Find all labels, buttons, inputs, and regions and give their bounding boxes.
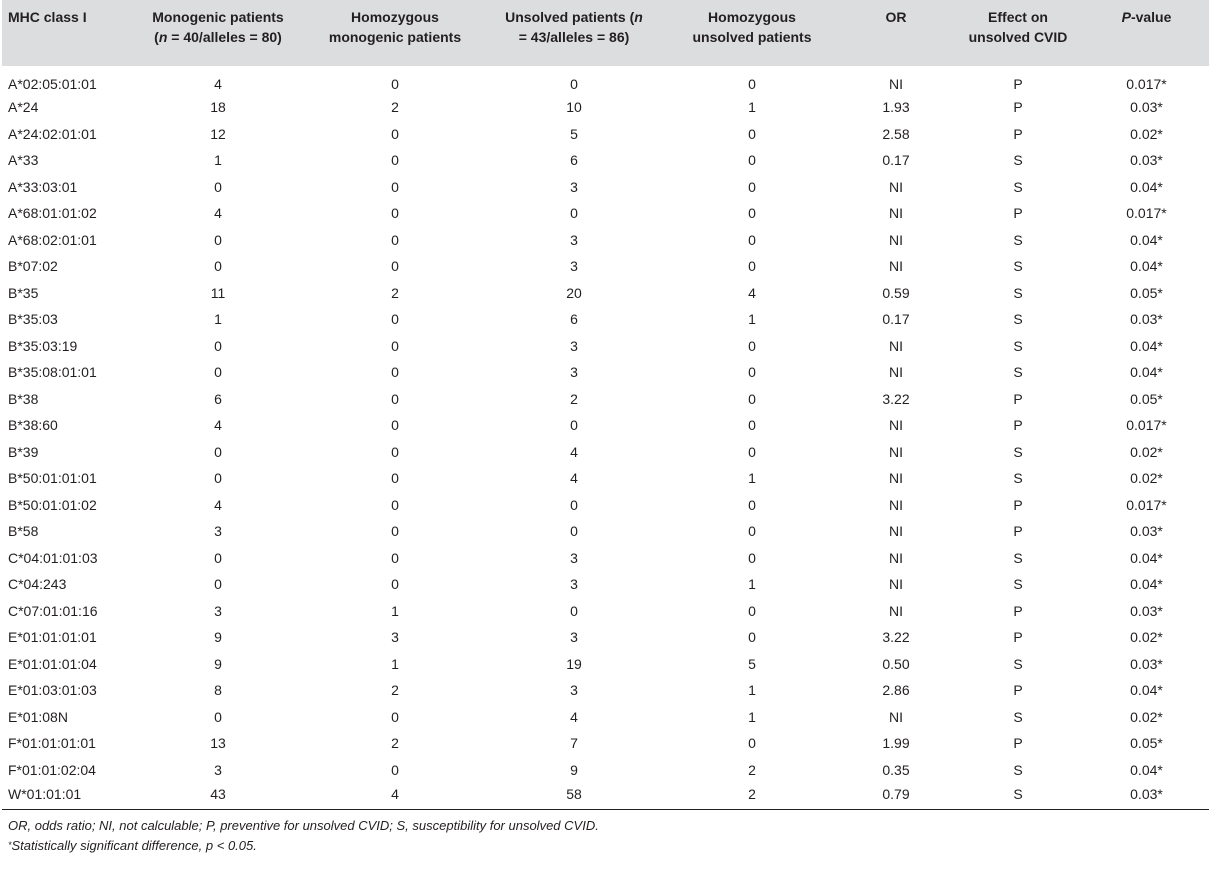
table-cell: 0 [748, 735, 756, 752]
header-homozygous-unsolved [664, 0, 840, 66]
table-cell: 7 [570, 735, 578, 752]
table-cell: 1 [748, 708, 756, 725]
allele-cell: A*68:01:01:02 [8, 205, 97, 222]
table-row [2, 227, 1209, 254]
header-line: Unsolved patients (n [505, 9, 643, 25]
table-cell: S [1013, 284, 1023, 301]
table-cell: 0 [214, 258, 222, 275]
table-cell: 3 [570, 549, 578, 566]
table-cell: P [1013, 682, 1023, 699]
table-cell: NI [889, 231, 903, 248]
table-cell: S [1013, 708, 1023, 725]
table-row [2, 386, 1209, 413]
allele-cell: A*02:05:01:01 [8, 76, 97, 92]
table-cell: 0 [748, 337, 756, 354]
table-cell: 0 [748, 125, 756, 142]
table-cell: P [1013, 629, 1023, 646]
table-cell: 0 [748, 443, 756, 460]
table-cell: 0.35 [882, 761, 910, 778]
table-cell: 3 [391, 629, 399, 646]
table-cell: 1 [748, 311, 756, 328]
header-mhc-class [2, 0, 130, 66]
header-line: unsolved CVID [968, 29, 1068, 45]
table-cell: 0 [570, 602, 578, 619]
table-cell: 2 [570, 390, 578, 407]
table-cell: 0 [391, 443, 399, 460]
table-cell: 3 [570, 258, 578, 275]
table-row [2, 280, 1209, 307]
table-row [2, 412, 1209, 439]
allele-cell: B*38:60 [8, 417, 58, 434]
footnote-abbreviations: OR, odds ratio; NI, not calculable; P, preventive for unsolved CVID; S, susceptibility for unsolved CVID. [8, 818, 599, 833]
allele-cell: C*04:01:01:03 [8, 549, 98, 566]
table-cell: 4 [570, 443, 578, 460]
table-cell: 0.03* [1130, 311, 1163, 328]
allele-cell: B*35:03:19 [8, 337, 78, 354]
table-cell: 0 [391, 549, 399, 566]
table-cell: 1 [748, 576, 756, 593]
table-cell: 0 [748, 629, 756, 646]
table-cell: 4 [214, 496, 222, 513]
table-cell: 0.04* [1130, 231, 1163, 248]
table-cell: 4 [214, 76, 222, 92]
table-cell: 0.04* [1130, 682, 1163, 699]
allele-cell: F*01:01:01:01 [8, 735, 96, 752]
table-cell: 1.93 [882, 99, 910, 116]
table-cell: 6 [570, 152, 578, 169]
allele-cell: B*07:02 [8, 258, 58, 275]
table-cell: 2.58 [882, 125, 910, 142]
footnotes [8, 816, 1145, 856]
allele-cell: B*35:08:01:01 [8, 364, 97, 381]
table-cell: 1.99 [882, 735, 910, 752]
table-cell: S [1013, 761, 1023, 778]
table-cell: 3 [570, 576, 578, 593]
table-cell: 1 [748, 682, 756, 699]
table-row [2, 465, 1209, 492]
table-cell: 19 [566, 655, 582, 672]
table-cell: 3 [570, 178, 578, 195]
table-cell: NI [889, 549, 903, 566]
table-cell: 0 [391, 125, 399, 142]
header-or [840, 0, 952, 66]
table-cell: S [1013, 443, 1023, 460]
table-cell: 1 [391, 602, 399, 619]
allele-cell: B*35:03 [8, 311, 58, 328]
table-cell: 12 [210, 125, 226, 142]
table-cell: 0 [214, 178, 222, 195]
table-cell: 0 [214, 708, 222, 725]
table-cell: 0 [748, 549, 756, 566]
header-line: (n = 40/alleles = 80) [154, 29, 282, 45]
table-cell: 0.017* [1126, 205, 1167, 222]
table-cell: NI [889, 417, 903, 434]
table-row [2, 359, 1209, 386]
table-row [2, 200, 1209, 227]
table-row [2, 624, 1209, 651]
table-cell: 0 [391, 390, 399, 407]
table-cell: 0 [748, 152, 756, 169]
header-line: Homozygous [351, 9, 439, 25]
header-monogenic-patients [130, 0, 306, 66]
table-cell: NI [889, 205, 903, 222]
table-cell: 0.017* [1126, 417, 1167, 434]
table-cell: 0 [391, 231, 399, 248]
table-cell: NI [889, 337, 903, 354]
table-cell: 2 [748, 761, 756, 778]
table-cell: 0 [748, 602, 756, 619]
allele-cell: B*38 [8, 390, 39, 407]
allele-cell: E*01:01:01:01 [8, 629, 97, 646]
table-cell: 0 [214, 576, 222, 593]
table-cell: 0 [570, 496, 578, 513]
table-cell: 6 [570, 311, 578, 328]
allele-cell: B*50:01:01:01 [8, 470, 97, 487]
table-cell: 0.17 [882, 152, 910, 169]
table-cell: S [1013, 311, 1023, 328]
table-cell: 20 [566, 284, 582, 301]
table-row [2, 704, 1209, 731]
allele-cell: C*04:243 [8, 576, 67, 593]
table-cell: 0 [214, 443, 222, 460]
header-line: monogenic patients [328, 29, 462, 45]
footnote-marker: * [8, 840, 12, 850]
table-cell: 0 [748, 231, 756, 248]
table-cell: NI [889, 178, 903, 195]
table-cell: 0.04* [1130, 761, 1163, 778]
table-cell: 0 [570, 523, 578, 540]
table-cell: 0 [748, 364, 756, 381]
table-cell: 3.22 [882, 390, 910, 407]
header-homozygous-monogenic [306, 0, 484, 66]
table-cell: 0.03* [1130, 655, 1163, 672]
footnote-significance-text: Statistically significant difference, p < 0.05. [11, 838, 257, 853]
table-cell: NI [889, 443, 903, 460]
table-cell: 3 [570, 231, 578, 248]
table-cell: S [1013, 231, 1023, 248]
table-cell: 0.02* [1130, 629, 1163, 646]
table-cell: 0 [391, 258, 399, 275]
table-cell: S [1013, 655, 1023, 672]
table-cell: 0 [214, 549, 222, 566]
table-cell: 4 [214, 205, 222, 222]
table-header [2, 0, 1209, 66]
allele-cell: A*68:02:01:01 [8, 231, 97, 248]
table-cell: 2 [391, 284, 399, 301]
table-cell: 0.02* [1130, 470, 1163, 487]
table-cell: 0.17 [882, 311, 910, 328]
table-cell: 9 [214, 629, 222, 646]
table-cell: 6 [214, 390, 222, 407]
table-cell: 0 [391, 761, 399, 778]
table-cell: 4 [391, 786, 399, 802]
table-cell: 0 [391, 576, 399, 593]
table-body [2, 66, 1209, 810]
allele-cell: B*50:01:01:02 [8, 496, 97, 513]
table-cell: 3 [570, 337, 578, 354]
table-cell: 3 [570, 364, 578, 381]
table-cell: NI [889, 364, 903, 381]
table-cell: 0.017* [1126, 496, 1167, 513]
table-cell: 0 [748, 417, 756, 434]
table-cell: 2.86 [882, 682, 910, 699]
table-cell: 0 [748, 76, 756, 92]
table-cell: 0.03* [1130, 99, 1163, 116]
table-cell: NI [889, 523, 903, 540]
table-cell: 0.59 [882, 284, 910, 301]
table-cell: 0.02* [1130, 443, 1163, 460]
header-line: unsolved patients [692, 29, 812, 45]
table-cell: P [1013, 76, 1023, 92]
table-cell: P [1013, 99, 1023, 116]
table-cell: 0.05* [1130, 390, 1163, 407]
table-cell: S [1013, 258, 1023, 275]
table-cell: 0.04* [1130, 178, 1163, 195]
table-cell: 9 [570, 761, 578, 778]
table-cell: 0 [391, 311, 399, 328]
allele-cell: B*35 [8, 284, 39, 301]
table-cell: 0 [748, 258, 756, 275]
table-cell: P [1013, 735, 1023, 752]
table-cell: 3.22 [882, 629, 910, 646]
table-cell: 0.017* [1126, 76, 1167, 92]
table-cell: 0.05* [1130, 284, 1163, 301]
table-cell: NI [889, 76, 903, 92]
allele-cell: F*01:01:02:04 [8, 761, 96, 778]
table-cell: 3 [570, 682, 578, 699]
table-row [2, 333, 1209, 360]
table-cell: P [1013, 125, 1023, 142]
table-cell: 2 [391, 682, 399, 699]
table-cell: 0 [391, 496, 399, 513]
allele-cell: A*33 [8, 152, 39, 169]
header-p-value [1084, 0, 1209, 66]
table-cell: 0 [391, 205, 399, 222]
table-cell: 10 [566, 99, 582, 116]
allele-cell: B*58 [8, 523, 39, 540]
allele-cell: A*33:03:01 [8, 178, 78, 195]
table-row [2, 439, 1209, 466]
table-cell: 0 [214, 364, 222, 381]
table-cell: 1 [748, 99, 756, 116]
table-cell: NI [889, 258, 903, 275]
table-cell: 0 [391, 152, 399, 169]
header-row [2, 0, 1209, 66]
allele-cell: A*24:02:01:01 [8, 125, 97, 142]
mhc-class-i-table [2, 0, 1209, 810]
table-cell: 13 [210, 735, 226, 752]
header-unsolved-patients [484, 0, 664, 66]
table-cell: 0 [391, 417, 399, 434]
table-cell: 1 [391, 655, 399, 672]
table-cell: 43 [210, 786, 226, 802]
header-line: Effect on [988, 9, 1048, 25]
table-cell: S [1013, 364, 1023, 381]
table-cell: 2 [391, 735, 399, 752]
allele-cell: E*01:03:01:03 [8, 682, 97, 699]
table-cell: S [1013, 152, 1023, 169]
table-cell: 5 [748, 655, 756, 672]
table-cell: 0 [748, 205, 756, 222]
table-cell: 0.04* [1130, 364, 1163, 381]
table-cell: 0 [391, 470, 399, 487]
table-cell: S [1013, 470, 1023, 487]
table-row [2, 545, 1209, 572]
table-cell: 4 [214, 417, 222, 434]
table-row [2, 306, 1209, 333]
table-cell: 0 [570, 76, 578, 92]
table-cell: 0.79 [882, 786, 910, 802]
table-cell: 0.05* [1130, 735, 1163, 752]
table-cell: 1 [214, 311, 222, 328]
table-cell: 0.04* [1130, 258, 1163, 275]
table-cell: 58 [566, 786, 582, 802]
table-cell: 4 [748, 284, 756, 301]
table-row [2, 571, 1209, 598]
table-cell: 1 [748, 470, 756, 487]
table-cell: 0.03* [1130, 152, 1163, 169]
table-cell: 0 [391, 523, 399, 540]
table-cell: 0.04* [1130, 549, 1163, 566]
table-cell: NI [889, 708, 903, 725]
table-cell: 0.03* [1130, 523, 1163, 540]
table-cell: 0 [391, 178, 399, 195]
table-cell: 0 [748, 523, 756, 540]
table-cell: 11 [210, 284, 226, 301]
allele-cell: E*01:01:01:04 [8, 655, 97, 672]
header-line: Homozygous [708, 9, 796, 25]
table-cell: P [1013, 205, 1023, 222]
table-cell: 0 [214, 231, 222, 248]
table-cell: 4 [570, 708, 578, 725]
table-cell: P [1013, 390, 1023, 407]
table-cell: 8 [214, 682, 222, 699]
table-cell: 0.03* [1130, 602, 1163, 619]
table-cell: 1 [214, 152, 222, 169]
table-cell: NI [889, 470, 903, 487]
footnote-significance [8, 836, 1145, 856]
header-effect [952, 0, 1084, 66]
allele-cell: B*39 [8, 443, 39, 460]
table-cell: P [1013, 523, 1023, 540]
table-cell: P [1013, 417, 1023, 434]
table-cell: 0.04* [1130, 576, 1163, 593]
table-cell: S [1013, 549, 1023, 566]
header-line: Monogenic patients [152, 9, 284, 25]
header-line: MHC class I [8, 9, 87, 25]
table-cell: NI [889, 576, 903, 593]
table-row [2, 783, 1209, 810]
header-line: P-value [1121, 9, 1172, 25]
table-cell: 0.04* [1130, 337, 1163, 354]
table-row [2, 66, 1209, 94]
table-cell: 0.03* [1130, 786, 1163, 802]
table-cell: S [1013, 178, 1023, 195]
table-cell: 0 [214, 470, 222, 487]
table-row [2, 730, 1209, 757]
allele-cell: W*01:01:01 [8, 786, 82, 802]
table-cell: 0 [570, 205, 578, 222]
table-cell: 0 [748, 496, 756, 513]
table-cell: 9 [214, 655, 222, 672]
table-cell: NI [889, 602, 903, 619]
table-row [2, 492, 1209, 519]
table-cell: P [1013, 496, 1023, 513]
table-cell: 0 [748, 178, 756, 195]
table-cell: 3 [214, 761, 222, 778]
table-cell: 0.02* [1130, 708, 1163, 725]
table-cell: 4 [570, 470, 578, 487]
table-cell: 3 [570, 629, 578, 646]
table-row [2, 518, 1209, 545]
allele-cell: A*24 [8, 99, 39, 116]
table-row [2, 598, 1209, 625]
allele-cell: C*07:01:01:16 [8, 602, 98, 619]
table-cell: NI [889, 496, 903, 513]
table-cell: 0 [748, 390, 756, 407]
table-cell: P [1013, 602, 1023, 619]
allele-cell: E*01:08N [8, 708, 68, 725]
table-row [2, 677, 1209, 704]
table-cell: 2 [391, 99, 399, 116]
table-cell: 3 [214, 602, 222, 619]
table-cell: 0 [570, 417, 578, 434]
table-cell: 0 [391, 364, 399, 381]
table-row [2, 651, 1209, 678]
table-row [2, 174, 1209, 201]
table-row [2, 121, 1209, 148]
table-row [2, 94, 1209, 121]
table-cell: 3 [214, 523, 222, 540]
table-row [2, 757, 1209, 784]
table-cell: 0 [214, 337, 222, 354]
table-row [2, 253, 1209, 280]
table-cell: 0 [391, 337, 399, 354]
table-row [2, 147, 1209, 174]
table-cell: 0 [391, 76, 399, 92]
table-cell: 2 [748, 786, 756, 802]
table-cell: S [1013, 576, 1023, 593]
table-cell: S [1013, 786, 1023, 802]
header-line: OR [885, 9, 907, 25]
table-cell: 0.50 [882, 655, 910, 672]
table-cell: S [1013, 337, 1023, 354]
header-line: = 43/alleles = 86) [518, 29, 630, 45]
table-cell: 18 [210, 99, 226, 116]
table-cell: 0.02* [1130, 125, 1163, 142]
table-cell: 0 [391, 708, 399, 725]
table-cell: 5 [570, 125, 578, 142]
